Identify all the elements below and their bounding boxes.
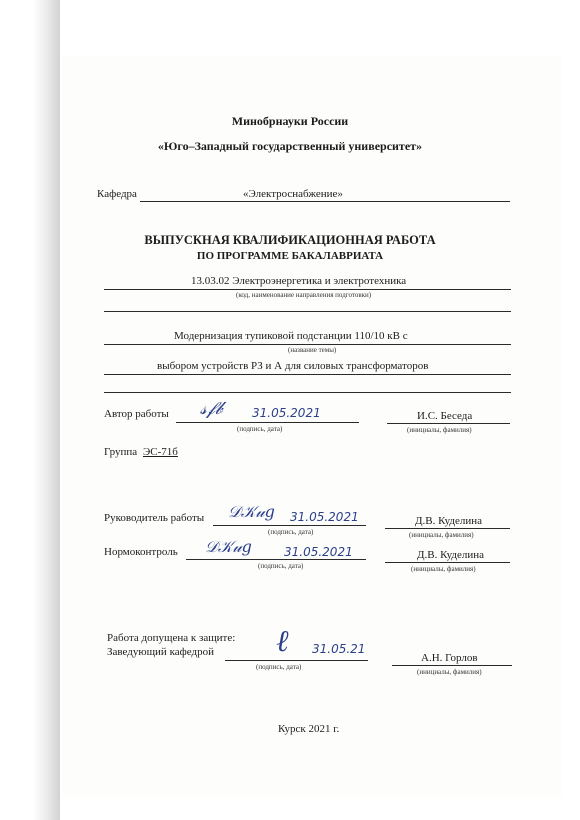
direction-extra-line xyxy=(104,311,511,312)
topic-line-2: выбором устройств РЗ и А для силовых трансформаторов xyxy=(157,360,429,372)
topic-line-1-rule xyxy=(104,344,511,345)
department-label: Кафедра xyxy=(97,188,137,200)
author-name-caption: (инициалы, фамилия) xyxy=(407,426,472,434)
university-title: «Юго–Западный государственный университет» xyxy=(157,139,423,153)
norm-control-name-line xyxy=(385,562,510,563)
group-label: Группа xyxy=(104,446,138,458)
topic-caption: (название темы) xyxy=(288,346,337,354)
supervisor-sign-caption: (подпись, дата) xyxy=(268,528,314,536)
ministry-title: Минобрнауки России xyxy=(231,114,349,128)
supervisor-sign-date: 31.05.2021 xyxy=(290,510,359,524)
norm-control-name: Д.В. Куделина xyxy=(417,549,485,561)
supervisor-label: Руководитель работы xyxy=(104,512,205,524)
author-label: Автор работы xyxy=(104,408,169,420)
head-sign-caption: (подпись, дата) xyxy=(256,663,302,671)
topic-extra-line xyxy=(104,392,511,393)
head-name-caption: (инициалы, фамилия) xyxy=(417,668,482,676)
norm-control-signature-icon: 𝒟𝒦𝓊𝑔 xyxy=(205,537,252,556)
head-name: А.Н. Горлов xyxy=(421,652,478,664)
city-year: Курск 2021 г. xyxy=(278,723,340,735)
author-signature-icon: 𝓈𝒻𝒷 xyxy=(200,398,223,419)
norm-control-sign-line xyxy=(186,559,366,560)
admission-text: Работа допущена к защите: xyxy=(107,632,236,644)
department-value: «Электроснабжение» xyxy=(243,188,343,200)
supervisor-name-caption: (инициалы, фамилия) xyxy=(409,531,474,539)
author-name: И.С. Беседа xyxy=(417,410,473,422)
department-line xyxy=(140,201,510,202)
supervisor-sign-line xyxy=(213,525,366,526)
document-sheet xyxy=(62,56,562,796)
norm-control-label: Нормоконтроль xyxy=(104,546,178,558)
author-sign-caption: (подпись, дата) xyxy=(237,425,283,433)
work-subtitle: ПО ПРОГРАММЕ БАКАЛАВРИАТА xyxy=(196,250,384,262)
head-sign-line xyxy=(225,660,368,661)
direction-line xyxy=(104,289,511,290)
work-title: ВЫПУСКНАЯ КВАЛИФИКАЦИОННАЯ РАБОТА xyxy=(144,233,436,247)
norm-control-name-caption: (инициалы, фамилия) xyxy=(411,565,476,573)
group-value: ЭС-71б xyxy=(143,446,178,458)
author-sign-line xyxy=(176,422,359,423)
direction-value: 13.03.02 Электроэнергетика и электротехника xyxy=(191,275,407,287)
norm-control-sign-date: 31.05.2021 xyxy=(284,545,353,559)
head-sign-date: 31.05.21 xyxy=(312,642,366,656)
supervisor-signature-icon: 𝒟𝒦𝓊𝑔 xyxy=(228,502,275,521)
supervisor-name: Д.В. Куделина xyxy=(415,515,483,527)
head-signature-icon: ℓ xyxy=(276,624,289,659)
topic-line-2-rule xyxy=(104,374,511,375)
head-name-line xyxy=(392,665,512,666)
topic-line-1: Модернизация тупиковой подстанции 110/10 кВ с xyxy=(174,330,408,342)
direction-caption: (код, наименование направления подготовки) xyxy=(236,291,372,299)
author-sign-date: 31.05.2021 xyxy=(252,406,321,420)
supervisor-name-line xyxy=(385,528,510,529)
author-name-line xyxy=(387,423,510,424)
norm-control-sign-caption: (подпись, дата) xyxy=(258,562,304,570)
head-of-department-label: Заведующий кафедрой xyxy=(107,646,214,658)
